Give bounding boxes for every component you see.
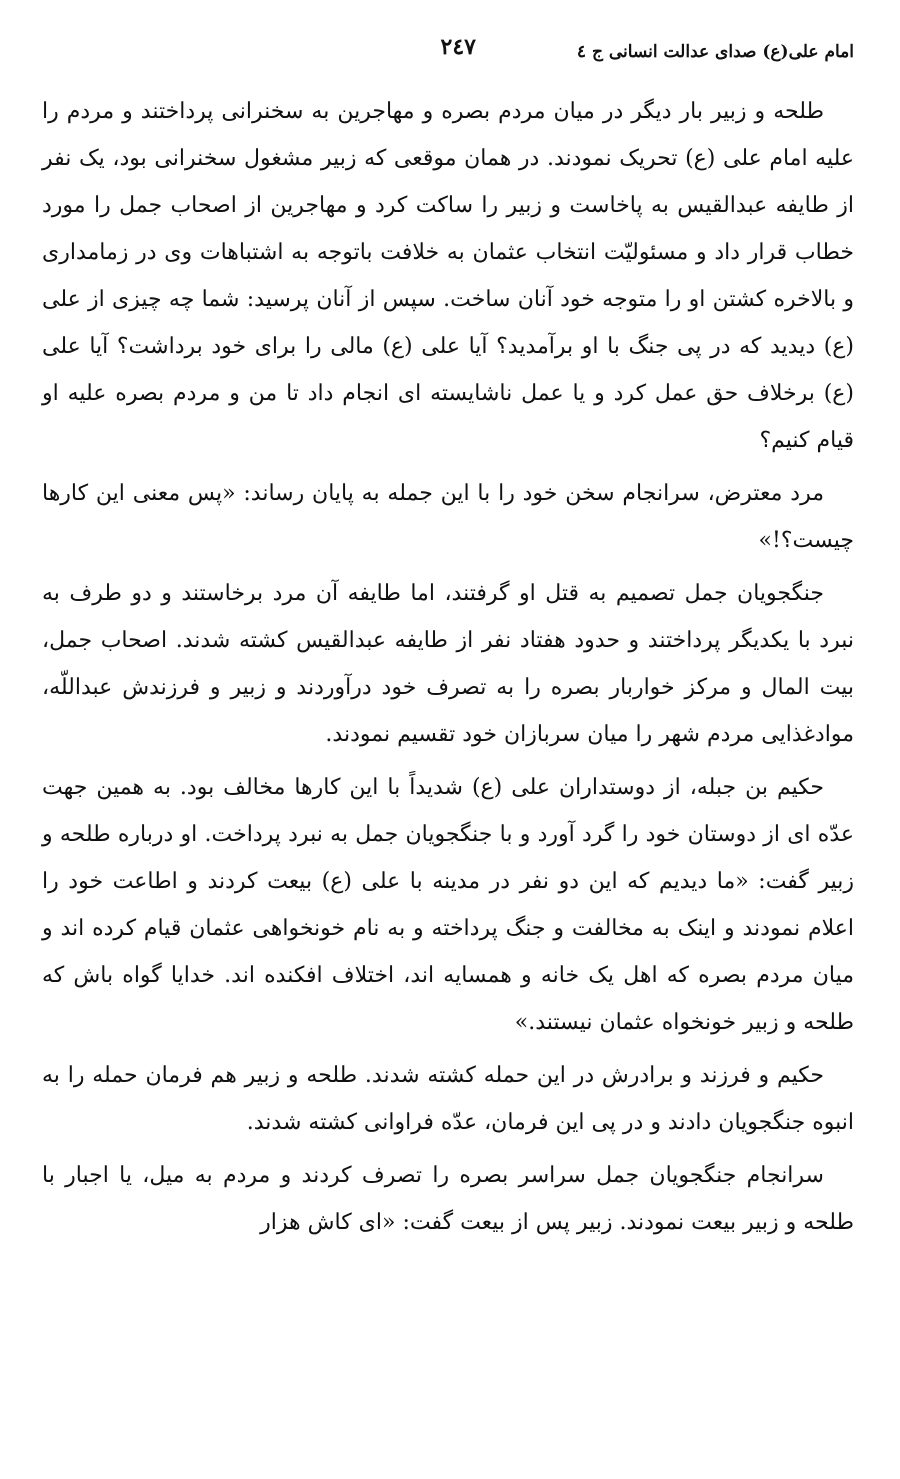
paragraph: حکیم بن جبله، از دوستداران علی (ع) شدیداً با این کارها مخالف بود. به همین جهت عدّه ای از دوستان خود را گرد آورد و با جنگجویان جمل به نبرد پرداخت. او درباره طلحه و زبیر گفت: «ما دیدیم که این دو نفر در مدینه با علی (ع) بیعت کردند و اطاعت خود را اعلام نمودند و اینک به مخالفت و جنگ پرداخته و به نام خونخواهی عثمان قیام کرده اند و میان مردم بصره که اهل یک خانه و همسایه اند، اختلاف افکنده اند. خدایا گواه باش که طلحه و زبیر خونخواه عثمان نیستند.» (42, 775, 854, 1035)
paragraph: مرد معترض، سرانجام سخن خود را با این جمله به پایان رساند: «پس معنی این کارها چیست؟!» (42, 481, 854, 553)
book-title: امام علی(ع) صدای عدالت انسانی ج ٤ (576, 42, 854, 62)
paragraph: حکیم و فرزند و برادرش در این حمله کشته شدند. طلحه و زبیر هم فرمان حمله را به انبوه جنگجویان دادند و در پی این فرمان، عدّه فراوانی کشته شدند. (42, 1063, 854, 1135)
paragraph: طلحه و زبیر بار دیگر در میان مردم بصره و مهاجرین به سخنرانی پرداختند و مردم را علیه امام علی (ع) تحریک نمودند. در همان موقعی که زبیر مشغول سخنرانی بود، یک نفر از طایفه عبدالقیس به پاخاست و زبیر را ساکت کرد و مهاجرین از اصحاب جمل را مورد خطاب قرار داد و مسئولیّت انتخاب عثمان به خلافت باتوجه به اشتباهات وی در زمامداری و بالاخره کشتن او را متوجه خود آنان ساخت. سپس از آنان پرسید: شما چه چیزی از علی (ع) دیدید که در پی جنگ با او برآمدید؟ آیا علی (ع) مالی را برای خود برداشت؟ آیا علی (ع) برخلاف حق عمل کرد و یا عمل ناشایسته ای انجام داد تا من و مردم بصره علیه او قیام کنیم؟ (42, 99, 854, 453)
page-number: ٢٤٧ (440, 34, 476, 60)
page-header (42, 34, 854, 70)
paragraph: جنگجویان جمل تصمیم به قتل او گرفتند، اما طایفه آن مرد برخاستند و دو طرف به نبرد با یکدیگر پرداختند و حدود هفتاد نفر از طایفه عبدالقیس کشته شدند. اصحاب جمل، بیت المال و مرکز خواربار بصره را به تصرف خود درآوردند و زبیر و فرزندش عبداللّه، موادغذایی مردم شهر را میان سربازان خود تقسیم نمودند. (42, 581, 854, 747)
document-page (42, 0, 854, 1479)
body-text (42, 88, 854, 1252)
paragraph: سرانجام جنگجویان جمل سراسر بصره را تصرف کردند و مردم به میل، یا اجبار با طلحه و زبیر بیعت نمودند. زبیر پس از بیعت گفت: «ای کاش هزار (42, 1163, 854, 1235)
